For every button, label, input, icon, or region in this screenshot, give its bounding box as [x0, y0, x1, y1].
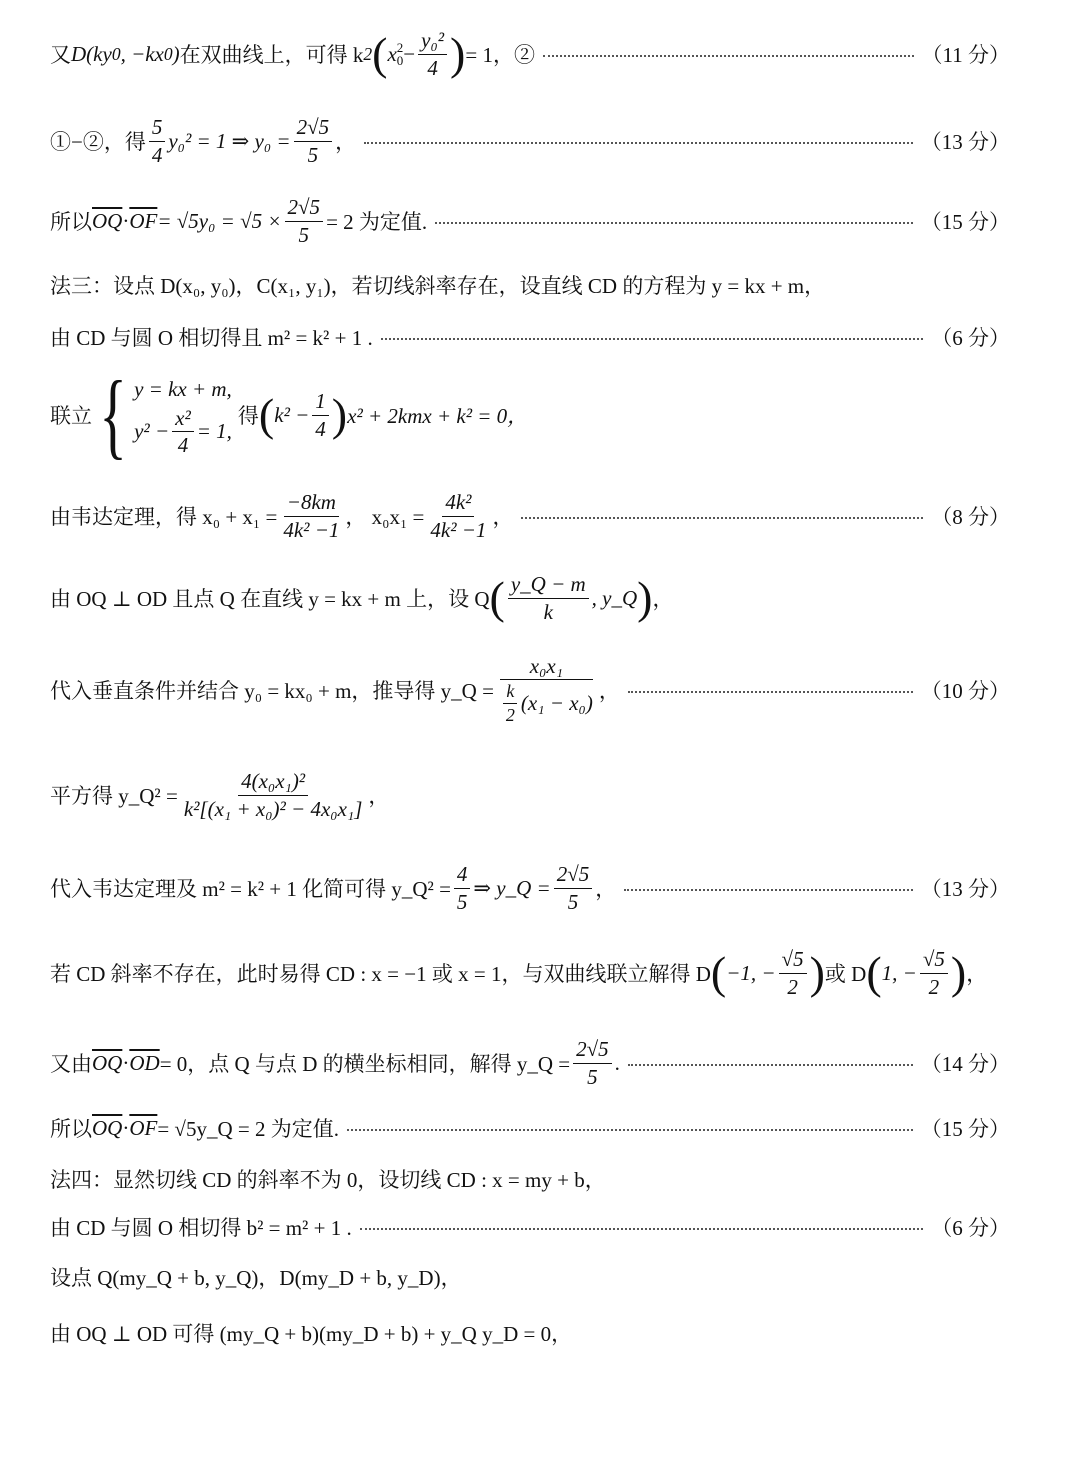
score-label: （6 分） — [931, 326, 1010, 350]
fraction-numerator: −8km — [284, 490, 339, 516]
fraction-denominator: 4k² −1 — [430, 517, 487, 542]
line-1-fraction — [418, 28, 447, 79]
vector-oq: $\overline{OQ}$ — [92, 208, 123, 233]
fraction-numerator: y₀² — [418, 28, 447, 54]
line-10-after: ， — [368, 784, 390, 808]
score-label: （6 分） — [931, 1216, 1010, 1240]
line-6-mid: 得 — [237, 404, 259, 428]
score-label: （10 分） — [920, 679, 1010, 703]
line-4 — [50, 268, 1010, 302]
line-1-sub2: 0 — [163, 43, 173, 64]
line-14 — [50, 1111, 1010, 1145]
line-6 — [50, 361, 1010, 468]
system-brace: { — [99, 361, 127, 468]
fraction-numerator: 1 — [312, 389, 329, 415]
leader-dots — [628, 691, 913, 693]
leader-dots — [624, 889, 913, 891]
line-2 — [50, 115, 1010, 167]
line-8-after: , y_Q — [591, 585, 638, 610]
leader-dots — [521, 517, 923, 519]
score-label: （15 分） — [920, 1117, 1010, 1141]
line-1-m2: , −kx — [120, 41, 164, 66]
fraction-denominator: 5 — [307, 142, 319, 167]
line-6-left: k² − — [274, 402, 310, 427]
line-2-fraction-b — [294, 115, 333, 166]
dot-operator: · — [122, 208, 130, 233]
leader-dots — [364, 142, 913, 144]
line-12-p1: −1, − — [726, 960, 776, 985]
line-14-text: 所以 — [50, 1117, 92, 1141]
line-8 — [50, 568, 1010, 628]
leader-dots — [628, 1064, 913, 1066]
line-3-mid: = √5y₀ = √5 × — [157, 208, 282, 233]
line-12-rparen-2: ) — [950, 947, 967, 998]
line-12-fraction-a — [779, 947, 807, 998]
line-1-sup: 2 — [363, 43, 373, 64]
dot-operator: · — [122, 1050, 130, 1075]
line-9-after: ， — [598, 679, 620, 703]
fraction-numerator: y_Q − m — [508, 572, 589, 598]
fraction-denominator: k — [543, 599, 553, 624]
fraction-denominator: 5 — [567, 889, 579, 914]
fraction-numerator: 4 — [454, 862, 471, 888]
fraction-denominator — [497, 680, 596, 725]
equation-system — [134, 373, 232, 458]
line-1-lsub: 0 — [396, 53, 404, 68]
vector-of: $\overline{OF}$ — [129, 1115, 158, 1140]
line-6-fraction — [312, 389, 329, 440]
line-3-after: = 2 为定值. — [326, 210, 428, 234]
fraction-numerator: 2√5 — [554, 862, 593, 888]
line-3-text: 所以 — [50, 210, 92, 234]
line-9-fraction — [497, 654, 596, 726]
line-1-after: = 1，② — [465, 43, 535, 67]
line-6-pre: 联立 — [50, 404, 92, 428]
fraction-denominator: 2 — [787, 974, 798, 999]
fraction-denominator: 2 — [505, 705, 515, 726]
system-row-2a: y² − — [134, 419, 170, 443]
score-label: （11 分） — [921, 43, 1010, 67]
line-1-left: x — [387, 41, 397, 66]
line-10-text: 平方得 y_Q² = — [50, 784, 178, 808]
score-label: （14 分） — [920, 1052, 1010, 1076]
leader-dots — [543, 55, 914, 57]
line-11-fraction-b — [554, 862, 593, 913]
line-11-mid: ⇒ y_Q = — [473, 875, 551, 900]
line-2-after: ， — [335, 130, 357, 154]
line-1-rparen: ) — [450, 28, 466, 79]
fraction-numerator: 2√5 — [294, 115, 333, 141]
line-10 — [50, 755, 1010, 835]
fraction-denominator: 4 — [427, 55, 438, 80]
line-1-post: 在双曲线上，可得 k — [179, 43, 364, 67]
line-7-text: 由韦达定理，得 x₀ + x₁ = — [50, 505, 278, 529]
line-12-mid: 或 D — [824, 962, 867, 986]
fraction-denominator: k²[(x₁ + x₀)² − 4x₀x₁] — [183, 796, 363, 821]
line-13-after: . — [614, 1050, 620, 1075]
fraction-denominator: 2 — [928, 974, 940, 999]
line-12 — [50, 940, 1010, 1006]
line-8-end: ， — [652, 587, 674, 611]
line-9-text: 代入垂直条件并结合 y₀ = kx₀ + m，推导得 y_Q = — [50, 679, 494, 703]
line-4-text: 法三：设点 D(x₀, y₀)，C(x₁, y₁)，若切线斜率存在，设直线 CD 的方程为 y = kx + m， — [50, 274, 826, 298]
line-8-lparen: ( — [489, 572, 505, 623]
line-2-mid: y₀² = 1 ⇒ y₀ = — [168, 128, 291, 153]
line-11-after: ， — [595, 877, 617, 901]
inner-paren: (x₁ − x₀) — [520, 691, 593, 716]
inner-fraction — [503, 681, 518, 725]
line-7-mid: ， x₀x₁ = — [345, 505, 425, 529]
fraction-numerator: 2√5 — [573, 1037, 612, 1063]
fraction-numerator: x² — [172, 406, 194, 432]
dot-operator: · — [122, 1115, 130, 1140]
line-17-text: 设点 Q(my_Q + b, y_Q)，D(my_D + b, y_D)， — [50, 1266, 462, 1290]
score-label: （13 分） — [920, 130, 1010, 154]
line-8-fraction — [508, 572, 589, 623]
line-16 — [50, 1210, 1010, 1244]
line-7-fraction-b — [427, 490, 489, 541]
line-6-rparen: ) — [331, 389, 348, 440]
system-fraction — [172, 406, 194, 457]
line-7-after: ， — [492, 505, 514, 529]
line-5 — [50, 320, 1010, 354]
line-18-text: 由 OQ ⊥ OD 可得 (my_Q + b)(my_D + b) + y_Q y_D = 0， — [50, 1322, 573, 1346]
line-12-lparen-1: ( — [710, 947, 727, 998]
line-12-rparen-1: ) — [809, 947, 825, 998]
line-12-after: ， — [966, 962, 988, 986]
line-1-pre: 又 — [50, 43, 71, 67]
vector-oq: $\overline{OQ}$ — [92, 1115, 123, 1140]
fraction-denominator: 4 — [315, 416, 326, 441]
fraction-denominator: 4 — [151, 142, 163, 167]
fraction-numerator: x₀x₁ — [500, 654, 593, 680]
line-1-m3: ) — [172, 41, 180, 66]
line-11-fraction-a — [454, 862, 471, 913]
line-8-rparen: ) — [637, 572, 653, 623]
system-row-1: y = kx + m, — [134, 376, 232, 401]
line-14-mid: = √5y_Q = 2 为定值. — [157, 1117, 339, 1141]
vector-of: $\overline{OF}$ — [129, 208, 158, 233]
line-13 — [50, 1037, 1010, 1089]
line-13-fraction — [573, 1037, 612, 1088]
line-12-p2: 1, − — [881, 960, 917, 985]
line-10-fraction — [181, 769, 366, 820]
score-label: （13 分） — [920, 877, 1010, 901]
fraction-denominator: 5 — [587, 1064, 598, 1089]
fraction-numerator: 4(x₀x₁)² — [238, 769, 308, 795]
system-row-2b: = 1, — [196, 419, 232, 443]
line-15 — [50, 1162, 1010, 1196]
line-1 — [50, 28, 1010, 80]
fraction-numerator: 4k² — [442, 490, 474, 516]
score-label: （15 分） — [920, 210, 1010, 234]
line-13-text: 又由 — [50, 1052, 92, 1076]
line-1-lsup: 2 — [396, 40, 404, 55]
line-3 — [50, 195, 1010, 247]
line-18 — [50, 1316, 1010, 1350]
line-1-minus: − — [403, 41, 416, 66]
fraction-denominator: 4 — [177, 433, 189, 458]
line-1-lparen: ( — [372, 28, 388, 79]
line-15-text: 法四：显然切线 CD 的斜率不为 0，设切线 CD : x = my + b， — [50, 1168, 606, 1192]
line-17 — [50, 1260, 1010, 1294]
fraction-numerator: 5 — [149, 115, 166, 141]
vector-oq: $\overline{OQ}$ — [92, 1050, 123, 1075]
leader-dots — [360, 1228, 924, 1230]
leader-dots — [435, 222, 913, 224]
line-6-post: x² + 2kmx + k² = 0， — [347, 404, 529, 428]
fraction-denominator: 4k² −1 — [283, 517, 340, 542]
fraction-denominator: 5 — [298, 222, 310, 247]
line-1-sub1: 0 — [111, 43, 121, 64]
fraction-numerator: √5 — [920, 947, 948, 973]
fraction-numerator: 2√5 — [285, 195, 324, 221]
score-label: （8 分） — [931, 505, 1010, 529]
line-12-lparen-2: ( — [866, 947, 882, 998]
fraction-numerator: √5 — [779, 947, 807, 973]
line-11 — [50, 862, 1010, 914]
line-5-text: 由 CD 与圆 O 相切得且 m² = k² + 1 . — [50, 326, 373, 350]
fraction-denominator: 5 — [456, 889, 468, 914]
line-6-lparen: ( — [258, 389, 275, 440]
line-16-text: 由 CD 与圆 O 相切得 b² = m² + 1 . — [50, 1216, 352, 1240]
line-12-fraction-b — [920, 947, 948, 998]
line-8-text: 由 OQ ⊥ OD 且点 Q 在直线 y = kx + m 上，设 Q — [50, 587, 490, 611]
line-9 — [50, 650, 1010, 730]
line-3-fraction — [285, 195, 324, 246]
leader-dots — [381, 338, 924, 340]
line-7 — [50, 490, 1010, 542]
line-7-fraction-a — [280, 490, 342, 541]
line-2-fraction-a — [149, 115, 166, 166]
leader-dots — [347, 1129, 913, 1131]
system-row-2 — [134, 406, 232, 457]
line-13-mid: = 0，点 Q 与点 D 的横坐标相同，解得 y_Q = — [159, 1052, 571, 1076]
fraction-numerator: k — [503, 681, 517, 704]
line-2-text: ①−②，得 — [50, 130, 146, 154]
line-12-text: 若 CD 斜率不存在，此时易得 CD : x = −1 或 x = 1，与双曲线联立解得 D — [50, 962, 711, 986]
line-11-text: 代入韦达定理及 m² = k² + 1 化简可得 y_Q² = — [50, 877, 451, 901]
line-1-m1: D(ky — [71, 41, 112, 66]
vector-od: $\overline{OD}$ — [129, 1050, 160, 1075]
